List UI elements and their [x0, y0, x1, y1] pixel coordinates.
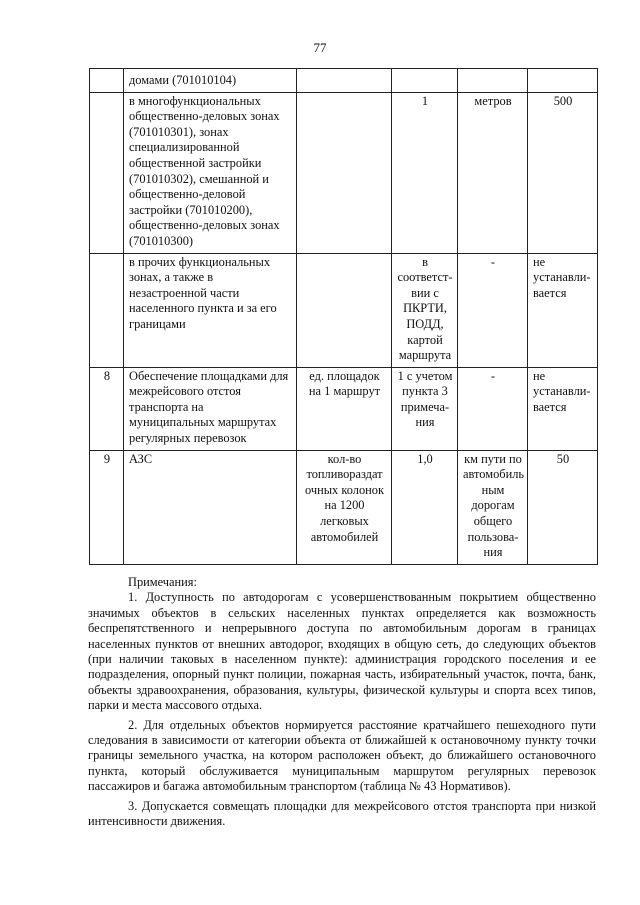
- norms-table: [89, 68, 598, 565]
- page-number: 77: [313, 40, 327, 55]
- table-row: [90, 92, 598, 253]
- unit-of-measure: [297, 253, 392, 367]
- unit-of-measure: кол-во топливораздат очных колонок на 1200 легковых автомобилей: [297, 450, 392, 564]
- row-number: 8: [90, 367, 124, 450]
- distance-value: в соответст-вии с ПКРТИ, ПОДД, картой маршрута: [392, 253, 458, 367]
- table-row: [90, 450, 598, 564]
- unit-of-measure: [297, 69, 392, 93]
- norm-value: 500: [528, 92, 598, 253]
- row-number: 9: [90, 450, 124, 564]
- table-row: [90, 253, 598, 367]
- distance-unit: км пути по автомобиль ным дорогам общего пользова-ния: [458, 450, 528, 564]
- distance-value: 1 с учетом пункта 3 примеча-ния: [392, 367, 458, 450]
- notes-section: [88, 575, 596, 834]
- norm-value: 50: [528, 450, 598, 564]
- table-row: [90, 69, 598, 93]
- object-name: в прочих функциональных зонах, а также в незастроенной части населенного пункта и за его границами: [124, 253, 297, 367]
- note-paragraph: 1. Доступность по автодорогам с усовершенствованным покрытием общественно значимых объектов в сельских населенных пунктах определяется как возможность беспрепятственного и непрерывного доступа по автомобильным дорогам в границах населенных пунктов от внешних автодорог, входящих в общую сеть, до следующих объектов (при наличии таковых в населенном пункте): администрация городского поселения и ее подразделения, опорный пункт полиции, пожарная часть, избирательный участок, почта, банк, объекты здравоохранения, образования, культуры, физической культуры и спорта всех типов, парки и места массового отдыха.: [88, 590, 596, 713]
- unit-of-measure: ед. площадок на 1 маршрут: [297, 367, 392, 450]
- table-row: [90, 367, 598, 450]
- distance-unit: [458, 69, 528, 93]
- distance-unit: -: [458, 253, 528, 367]
- distance-value: [392, 69, 458, 93]
- object-name: АЗС: [124, 450, 297, 564]
- norm-value: [528, 69, 598, 93]
- unit-of-measure: [297, 92, 392, 253]
- row-number: [90, 69, 124, 93]
- row-number: [90, 92, 124, 253]
- object-name: Обеспечение площадками для межрейсового отстоя транспорта на муниципальных маршрутах регулярных перевозок: [124, 367, 297, 450]
- notes-title: Примечания:: [128, 575, 197, 589]
- norm-value: не устанавли-вается: [528, 253, 598, 367]
- object-name: домами (701010104): [124, 69, 297, 93]
- note-paragraph: 3. Допускается совмещать площадки для межрейсового отстоя транспорта при низкой интенсивности движения.: [88, 798, 596, 829]
- distance-unit: -: [458, 367, 528, 450]
- object-name: в многофункциональных общественно-деловых зонах (701010301), зонах специализированной общественной застройки (701010302), смешанной и общественно-деловой застройки (701010200), общественно-деловых зонах (701010300): [124, 92, 297, 253]
- row-number: [90, 253, 124, 367]
- norm-value: не устанавли-вается: [528, 367, 598, 450]
- distance-value: 1,0: [392, 450, 458, 564]
- note-paragraph: 2. Для отдельных объектов нормируется расстояние кратчайшего пешеходного пути следования в зависимости от категории объекта от ближайшей к остановочному пункту точки границы земельного участка, на котором расположен объект, до ближайшего остановочного пункта, который обслуживается муниципальным маршрутом регулярных перевозок пассажиров и багажа автомобильным транспортом (таблица № 43 Нормативов).: [88, 717, 596, 794]
- distance-unit: метров: [458, 92, 528, 253]
- distance-value: 1: [392, 92, 458, 253]
